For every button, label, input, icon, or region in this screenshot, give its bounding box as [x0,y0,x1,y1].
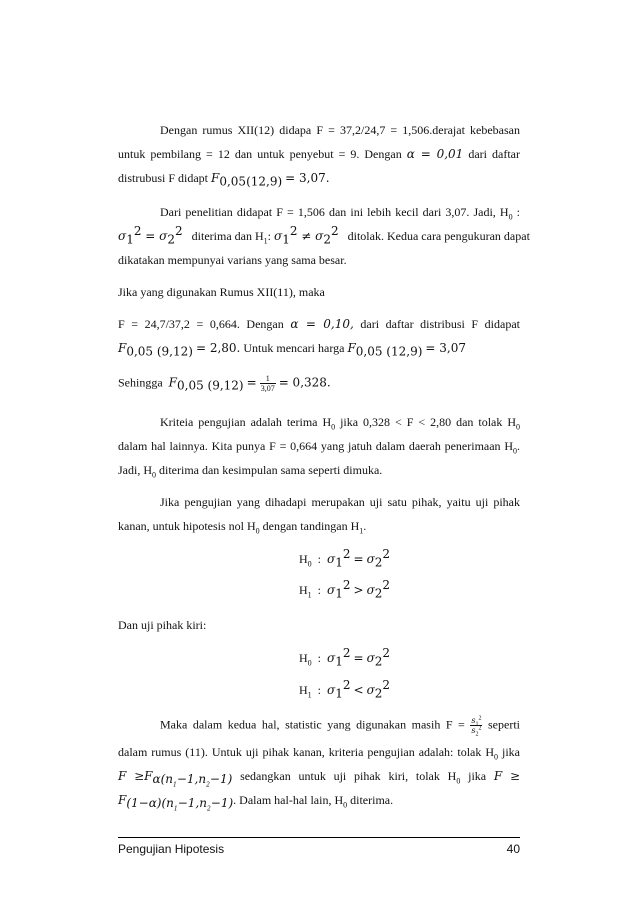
page-number: 40 [506,842,520,856]
p3-line3: $F_{0,05 (9,12)} = 2,80$. Untuk mencari harga $F_{0,05 (12,9)} = 3,07$ [118,341,466,359]
p3-line2: F = 24,7/37,2 = 0,664. Dengan α = 0,10, dari daftar distribusi F didapat [118,317,520,331]
hyp-right-h0: $H_0$ : $\sigma_1^2 = \sigma_2^2$ [299,547,391,570]
footer-rule [118,837,520,838]
p1-line1: Dengan rumus XII(12) didapa F = 37,2/24,7 = 1,506.derajat kebebasan [160,123,520,137]
p5-line2: kanan, untuk hipotesis nol $H_0$ dengan tandingan $H_1$. [118,519,367,536]
left-tail-label: Dan uji pihak kiri: [118,618,207,632]
p3-line4: Sehingga $F_{0,05 (9,12)}$ = $\frac{1}{3,07}$ = 0,328. [118,374,331,393]
hyp-left-h0: $H_0$ : $\sigma_1^2 = \sigma_2^2$ [299,646,391,669]
p3-line1: Jika yang digunakan Rumus XII(11), maka [118,285,325,299]
p6-line4: $F_{(1-\alpha)(n_1-1,n_2-1)}$. Dalam hal-hal lain, $H_0$ diterima. [118,793,394,813]
fraction-1-over-307: $\frac{1}{3,07}$ [260,374,275,393]
p6-line1: Maka dalam kedua hal, statistic yang digunakan masih F = $\frac{s_1^2}{s_2^2}$ seperti [160,715,520,738]
p6-line2: dalam rumus (11). Untuk uji pihak kanan, kriteria pengujian adalah: tolak $H_0$ jika [118,745,521,762]
p1-line2: untuk pembilang = 12 dan untuk penyebut = 9. Dengan α = 0,01 dari daftar [118,147,521,161]
hyp-right-h1: $H_1$ : $\sigma_1^2 > \sigma_2^2$ [299,578,391,601]
p2-line2: $\sigma_1^2 = \sigma_2^2$ diterima dan $H_1$: $\sigma_1^2 \ne \sigma_2^2$ ditolak. Kedua cara pengukuran dapat [118,224,530,247]
hyp-left-h1: $H_1$ : $\sigma_1^2 < \sigma_2^2$ [299,678,391,701]
p2-line1: Dari penelitian didapat F = 1,506 dan ini lebih kecil dari 3,07. Jadi, $H_0$ : [160,205,521,222]
p4-line2: dalam hal lainnya. Kita punya F = 0,664 yang jatuh dalam daerah penerimaan $H_0$. [118,439,520,456]
p1-line3: distrubusi F didapt $F_{0,05(12,9)} = 3,07$. [118,171,330,189]
p2-line3: dikatakan mempunyai varians yang sama besar. [118,253,347,267]
p4-line3: Jadi, $H_0$ diterima dan kesimpulan sama seperti dimuka. [118,463,383,480]
p6-line3: $F \ge F_{\alpha(n_1-1,n_2-1)}$ sedangkan untuk uji pihak kiri, tolak $H_0$ jika F ≥ [118,769,521,789]
p4-line1: Kriteia pengujian adalah terima $H_0$ jika 0,328 < F < 2,80 dan tolak $H_0$ [160,415,520,432]
fraction-s1-over-s2: $\frac{s_1^2}{s_2^2}$ [471,715,482,738]
footer-title: Pengujian Hipotesis [118,842,225,856]
p5-line1: Jika pengujian yang dihadapi merupakan uji satu pihak, yaitu uji pihak [160,495,520,509]
